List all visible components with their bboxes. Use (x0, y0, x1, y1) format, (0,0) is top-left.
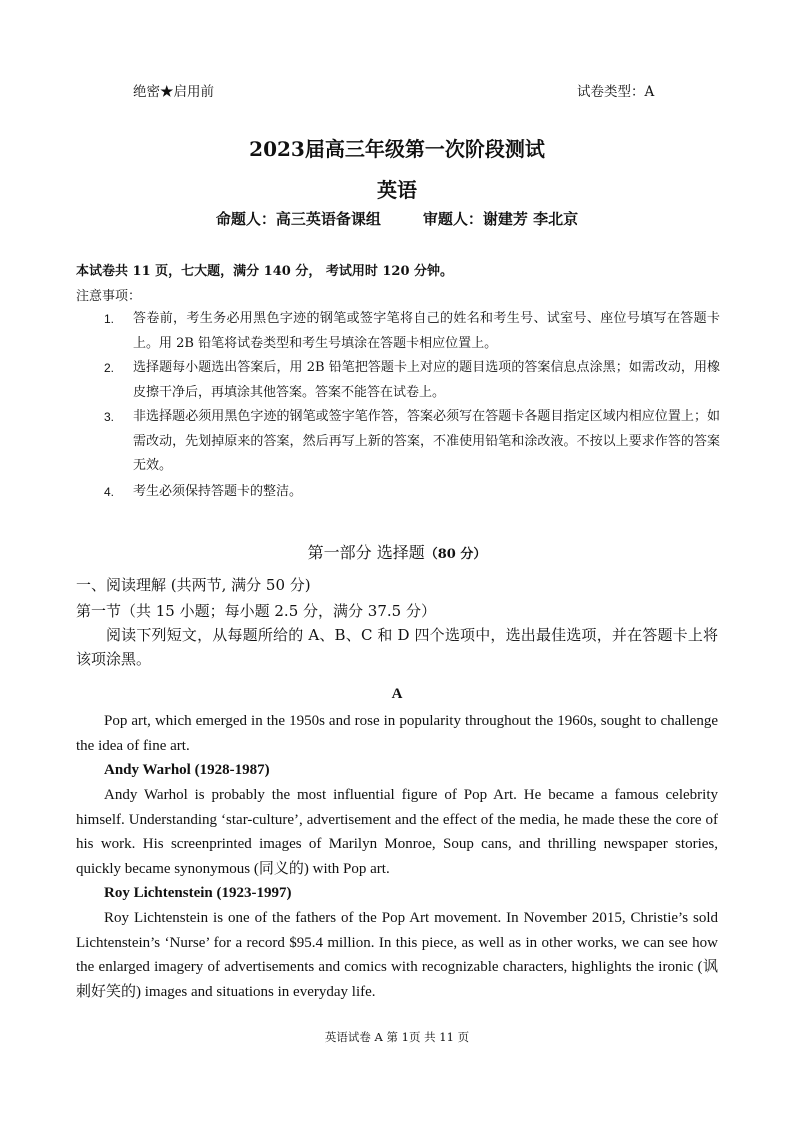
notice-item (104, 405, 720, 479)
notice-text: 非选择题必须用黑色字迹的钢笔或签字笔作答，答案必须写在答题卡各题目指定区域内相应位置上；如需改动，先划掉原来的答案，然后再写上新的答案，不准使用铅笔和涂改液。不按以上要求作答的答案无效。 (133, 409, 720, 473)
notice-title: 注意事项： (76, 289, 142, 304)
artist-heading: Andy Warhol (1928-1987) (104, 762, 270, 778)
setter: 命题人：高三英语备课组 (215, 210, 381, 228)
notice-item (104, 356, 720, 405)
subject-title: 英语 (377, 178, 417, 202)
instructions: 阅读下列短文，从每题所给的 A、B、C 和 D 四个选项中，选出最佳选项，并在答题卡上将该项涂黑。 (76, 626, 718, 668)
artist-heading: Roy Lichtenstein (1923-1997) (104, 885, 292, 901)
notice-number: 4. (104, 485, 115, 499)
confidential-label: 绝密★启用前 (133, 84, 214, 100)
notice-item (104, 307, 720, 356)
reviewer: 审题人：谢建芳 李北京 (422, 210, 579, 228)
exam-title: 2023届高三年级第一次阶段测试 (249, 137, 545, 161)
notice-item (104, 480, 720, 505)
notice-number: 3. (104, 410, 115, 424)
notice-number: 2. (104, 361, 115, 375)
notice-text: 答卷前，考生务必用黑色字迹的钢笔或签字笔将自己的姓名和考生号、试室号、座位号填写在答题卡上。用 2B 铅笔将试卷类型和考生号填涂在答题卡相应位置上。 (133, 311, 720, 351)
notice-number: 1. (104, 312, 115, 326)
artist-paragraph: Andy Warhol is probably the most influential figure of Pop Art. He became a famous celebrity himself. Understanding ‘star-culture’, advertisement and the effect of the media, he made these the core of his work. His screenprinted images of Marilyn Monroe, Soup cans, and thrilling newspaper stories, quickly became synonymous (同义的) with Pop art. (76, 787, 718, 877)
paper-type-label: 试卷类型：A (577, 84, 655, 100)
part-one-label: 第一部分 选择题 (307, 543, 425, 562)
passage-letter: A (391, 686, 403, 702)
notice-text: 选择题每小题选出答案后，用 2B 铅笔把答题卡上对应的题目选项的答案信息点涂黑；如需改动，用橡皮擦干净后，再填涂其他答案。答案不能答在试卷上。 (133, 360, 720, 400)
passage-intro: Pop art, which emerged in the 1950s and rose in popularity throughout the 1960s, sought to challenge the idea of fine art. (76, 713, 718, 754)
part-one-title (0, 540, 794, 563)
subsection-heading: 第一节（共 15 小题；每小题 2.5 分，满分 37.5 分） (76, 602, 436, 620)
exam-info: 本试卷共 11 页，七大题，满分 140 分， 考试用时 120 分钟。 (76, 264, 454, 279)
artist-paragraph: Roy Lichtenstein is one of the fathers of the Pop Art movement. In November 2015, Christie’s sold Lichtenstein’s ‘Nurse’ for a record $95.4 million. In this piece, as well as in other works, we can see how the enlarged imagery of advertisements and comics with recognizable characters, highlights the ironic (讽刺好笑的) images and situations in everyday life. (76, 910, 718, 1000)
notice-text: 考生必须保持答题卡的整洁。 (133, 484, 303, 499)
section-heading: 一、阅读理解 (共两节, 满分 50 分) (76, 576, 311, 594)
page-footer: 英语试卷 A 第 1页 共 11 页 (324, 1030, 470, 1044)
authors-line (0, 208, 794, 229)
part-one-score: （80 分） (424, 547, 487, 562)
